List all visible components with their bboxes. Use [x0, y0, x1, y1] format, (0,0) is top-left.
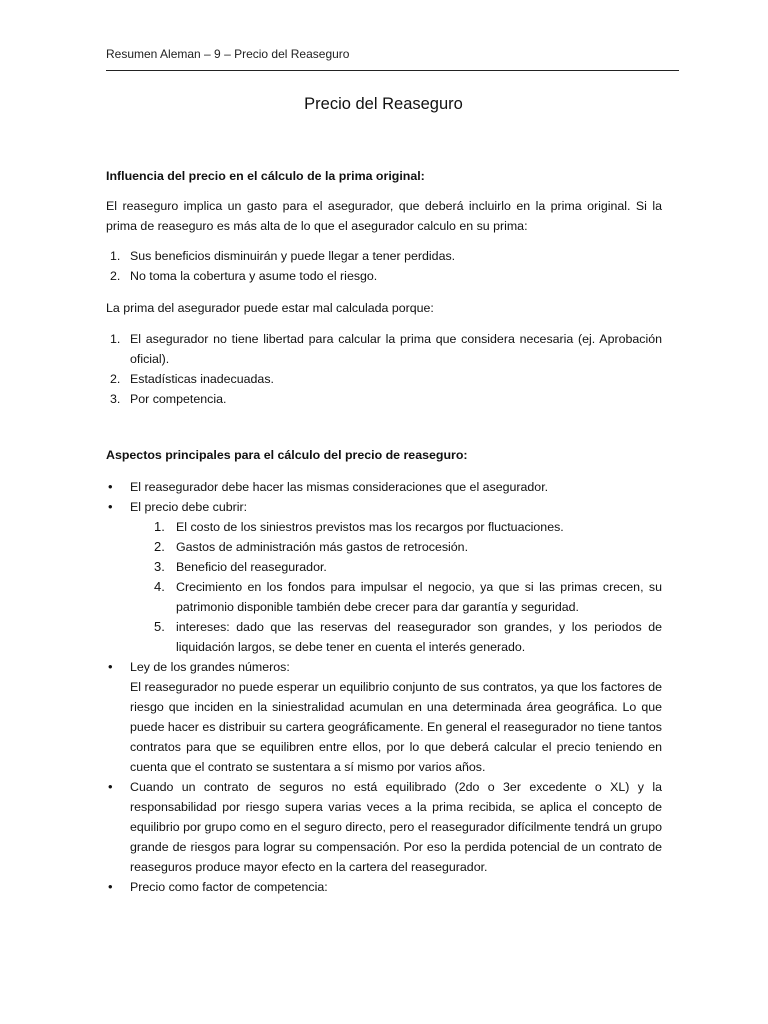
bullet-item: [106, 777, 662, 877]
bullet-text: Cuando un contrato de seguros no está equilibrado (2do o 3er excedente o XL) y la responsabilidad por riesgo supera varias veces a la prima recibida, se aplica el concepto de equilibrio por grupo como en el seguro directo, pero el reasegurador difícilmente tendrá un grupo grande de riesgos para lograr su compensación. Por eso la perdida potencial de un contrato de reaseguros produce mayor efecto en la cartera del reasegurador.: [130, 780, 662, 874]
bullet-item: [106, 877, 662, 897]
list-number: 2.: [110, 269, 121, 283]
list-item: [152, 577, 662, 617]
numbered-list: [106, 329, 662, 409]
paragraph: El reaseguro implica un gasto para el asegurador, que deberá incluirlo en la prima original. Si la prima de reaseguro es más alta de lo que el asegurador calculo en su prima:: [106, 199, 662, 233]
list-item-text: No toma la cobertura y asume todo el riesgo.: [130, 269, 378, 283]
list-item-text: Sus beneficios disminuirán y puede llegar a tener perdidas.: [130, 249, 456, 263]
list-item: [106, 266, 662, 286]
list-item-text: Estadísticas inadecuadas.: [130, 372, 274, 386]
list-item: [106, 246, 662, 266]
header-rule: [106, 70, 679, 71]
list-number: 4.: [154, 579, 165, 594]
bullet-item: [106, 477, 662, 497]
list-number: 1.: [110, 249, 121, 263]
list-number: 1.: [154, 519, 165, 534]
bullet-list: [106, 477, 662, 897]
bullet-marker: •: [108, 779, 113, 794]
paragraph: La prima del asegurador puede estar mal calculada porque:: [106, 301, 434, 315]
bullet-marker: •: [108, 659, 113, 674]
section-heading: Influencia del precio en el cálculo de la prima original:: [106, 169, 425, 183]
section-heading: Aspectos principales para el cálculo del precio de reaseguro:: [106, 448, 468, 462]
list-item-text: Crecimiento en los fondos para impulsar el negocio, ya que si las primas crecen, su patrimonio disponible también debe crecer para dar garantía y seguridad.: [176, 580, 662, 614]
list-item: [152, 557, 662, 577]
bullet-text: El reasegurador debe hacer las mismas consideraciones que el asegurador.: [130, 480, 549, 494]
document-title: Precio del Reaseguro: [304, 95, 463, 113]
bullet-marker: •: [108, 879, 113, 894]
numbered-sublist: [152, 517, 662, 657]
list-item-text: Gastos de administración más gastos de retrocesión.: [176, 540, 469, 554]
bullet-item: [106, 657, 662, 777]
bullet-text: El precio debe cubrir:: [130, 500, 248, 514]
list-number: 1.: [110, 332, 121, 346]
bullet-body: El reasegurador no puede esperar un equilibrio conjunto de sus contratos, ya que los factores de riesgo que inciden en la siniestralidad acumulan en una determinada área geográfica. Lo que puede hacer es distribuir su cartera geográficamente. En general el reasegurador no tiene tantos contratos para que se equilibren entre ellos, por lo que deberá calcular el precio teniendo en cuenta que el contrato se sustentara a sí mismo por varios años.: [130, 680, 662, 774]
list-number: 2.: [110, 372, 121, 386]
bullet-title: Ley de los grandes números:: [130, 660, 290, 674]
list-item: [106, 369, 662, 389]
bullet-item: [106, 497, 662, 657]
list-item: [152, 617, 662, 657]
document-body: [106, 166, 662, 897]
bullet-text: Precio como factor de competencia:: [130, 880, 328, 894]
list-item-text: El asegurador no tiene libertad para calcular la prima que considera necesaria (ej. Aprobación oficial).: [130, 332, 662, 366]
list-item-text: Beneficio del reasegurador.: [176, 560, 327, 574]
list-item: [106, 389, 662, 409]
list-number: 5.: [154, 619, 165, 634]
numbered-list: [106, 246, 662, 286]
list-item: [152, 517, 662, 537]
running-header: Resumen Aleman – 9 – Precio del Reaseguro: [106, 47, 350, 61]
list-item-text: Por competencia.: [130, 392, 227, 406]
list-item: [106, 329, 662, 369]
bullet-marker: •: [108, 499, 113, 514]
list-number: 2.: [154, 539, 165, 554]
bullet-marker: •: [108, 479, 113, 494]
list-item: [152, 537, 662, 557]
list-item-text: intereses: dado que las reservas del reasegurador son grandes, y los periodos de liquidación largos, se debe tener en cuenta el interés generado.: [176, 620, 662, 654]
list-item-text: El costo de los siniestros previstos mas los recargos por fluctuaciones.: [176, 520, 564, 534]
list-number: 3.: [154, 559, 165, 574]
list-number: 3.: [110, 392, 121, 406]
